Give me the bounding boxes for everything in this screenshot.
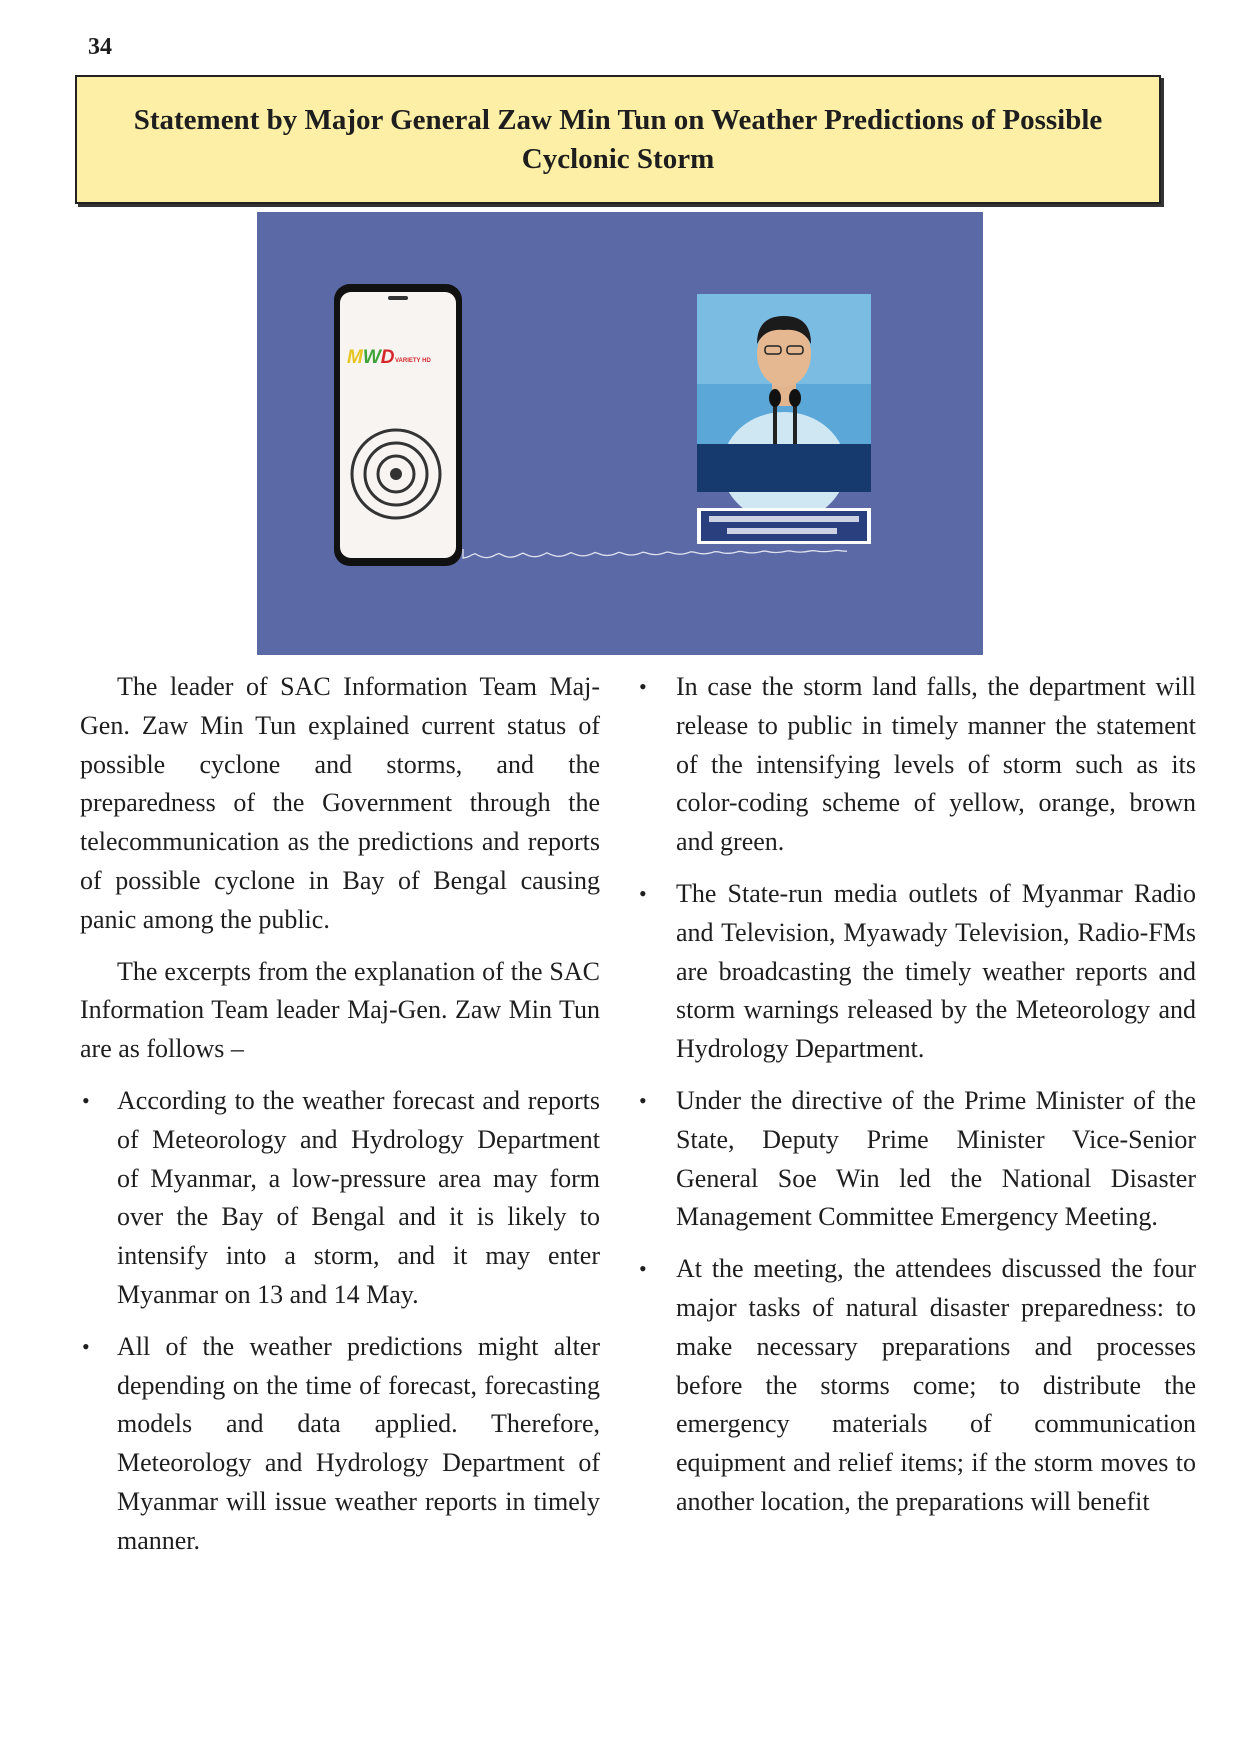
- list-item: [80, 1082, 600, 1315]
- excerpts-paragraph: The excerpts from the explanation of the SAC Information Team leader Maj-Gen. Zaw Min Tun are as follows –: [80, 956, 600, 1064]
- bullet-icon: •: [82, 1087, 90, 1113]
- right-column: [639, 668, 1196, 1535]
- bullet-icon: •: [639, 1256, 647, 1282]
- list-item-text: All of the weather predictions might alter depending on the time of forecast, forecasting models and data applied. Therefore, Meteorology and Hydrology Department of Myanmar will issue weather reports in timely manner.: [117, 1331, 600, 1555]
- intro-paragraph: The leader of SAC Information Team Maj-Gen. Zaw Min Tun explained current status of possible cyclone and storms, and the preparedness of the Government through the telecommunication as the predictions and reports of possible cyclone in Bay of Bengal causing panic among the public.: [80, 672, 600, 934]
- list-item: [639, 1250, 1196, 1522]
- speaker-photo: [697, 294, 871, 544]
- sound-wave: [463, 549, 847, 558]
- page-title: Statement by Major General Zaw Min Tun on Weather Predictions of Possible Cyclonic Storm: [133, 103, 1103, 175]
- list-item: [639, 668, 1196, 862]
- page-number: 34: [88, 34, 112, 60]
- left-bullet-list: [80, 1082, 600, 1561]
- news-photo: [257, 212, 983, 655]
- right-bullet-list: [639, 668, 1196, 1522]
- list-item: [80, 1328, 600, 1561]
- bullet-icon: •: [639, 880, 647, 906]
- smartphone: [334, 284, 462, 566]
- list-item-text: At the meeting, the attendees discussed the four major tasks of natural disaster preparedness: to make necessary preparations and processes before the storms come; to distribute the emergency materials of communication equipment and relief items; if the storm moves to another location, the preparations will benefit: [676, 1254, 1196, 1516]
- photo-illustration: [257, 212, 983, 655]
- left-column: [80, 668, 600, 1574]
- list-item-text: The State-run media outlets of Myanmar Radio and Television, Myawady Television, Radio-FMs are broadcasting the timely weather reports and storm warnings released by the Meteorology and Hydrology Department.: [676, 878, 1196, 1064]
- list-item-text: In case the storm land falls, the department will release to public in timely manner the statement of the intensifying levels of storm such as its color-coding scheme of yellow, orange, brown and green.: [676, 672, 1196, 857]
- list-item-text: Under the directive of the Prime Minister of the State, Deputy Prime Minister Vice-Senior General Soe Win led the National Disaster Management Committee Emergency Meeting.: [676, 1085, 1196, 1232]
- radio-waves-icon: [352, 430, 440, 518]
- title-box: [75, 75, 1161, 204]
- bullet-icon: •: [82, 1333, 90, 1359]
- list-item-text: According to the weather forecast and reports of Meteorology and Hydrology Department of Myanmar, a low-pressure area may form over the Bay of Bengal and it is likely to intensify into a storm, and it may enter Myanmar on 13 and 14 May.: [117, 1085, 600, 1309]
- mwd-logo-subtext: VARIETY HD: [395, 358, 431, 364]
- list-item: [639, 875, 1196, 1069]
- mwd-logo-text: MWD: [347, 347, 395, 368]
- bullet-icon: •: [639, 1087, 647, 1113]
- bullet-icon: •: [639, 674, 647, 699]
- list-item: [639, 1082, 1196, 1237]
